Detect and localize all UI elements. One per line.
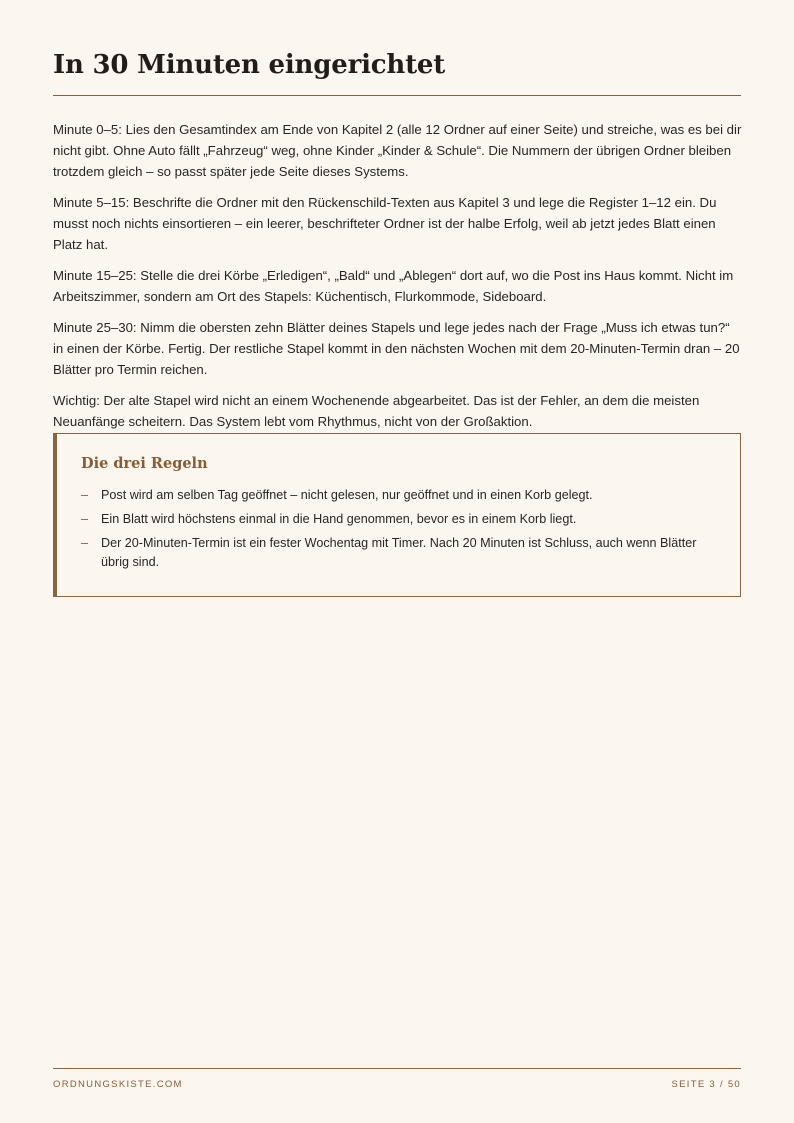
paragraph: Minute 5–15: Beschrifte die Ordner mit den Rückenschild-Texten aus Kapitel 3 und lege die Register 1–12 ein. Du musst noch nichts einsortieren – ein leerer, beschrifteter Ordner ist der halbe Erfolg, weil ab jetzt jedes Blatt einen Platz hat. xyxy=(53,195,717,252)
rule-item xyxy=(81,534,721,572)
rule-item xyxy=(81,510,721,529)
paragraph: Minute 25–30: Nimm die obersten zehn Blätter deines Stapels und lege jedes nach der Frage „Muss ich etwas tun?“ in einen der Körbe. Fertig. Der restliche Stapel kommt in den nächsten Wochen mit dem 20-Minuten-Termin dran – 20 Blätter pro Termin reichen. xyxy=(53,320,740,377)
body-text xyxy=(53,119,743,442)
paragraph: Minute 15–25: Stelle die drei Körbe „Erledigen“, „Bald“ und „Ablegen“ dort auf, wo die Post ins Haus kommt. Nicht im Arbeitszimmer, sondern am Ort des Stapels: Küchentisch, Flurkommode, Sideboard. xyxy=(53,268,734,304)
rule-text: Post wird am selben Tag geöffnet – nicht gelesen, nur geöffnet und in einen Korb gelegt. xyxy=(101,488,593,502)
page-title: In 30 Minuten eingerichtet xyxy=(53,50,446,80)
dash-bullet-icon: – xyxy=(81,488,89,502)
rule-item xyxy=(81,486,721,505)
paragraph: Wichtig: Der alte Stapel wird nicht an einem Wochenende abgearbeitet. Das ist der Fehler, an dem die meisten Neuanfänge scheitern. Das System lebt vom Rhythmus, nicht von der Großaktion. xyxy=(53,393,700,429)
page xyxy=(53,0,741,1123)
footer-divider xyxy=(53,1068,741,1069)
title-divider xyxy=(53,95,741,96)
rule-text: Ein Blatt wird höchstens einmal in die Hand genommen, bevor es in einem Korb liegt. xyxy=(101,512,577,526)
paragraph: Minute 0–5: Lies den Gesamtindex am Ende von Kapitel 2 (alle 12 Ordner auf einer Seite) und streiche, was es bei dir nicht gibt. Ohne Auto fällt „Fahrzeug“ weg, ohne Kinder „Kinder & Schule“. Die Nummern der übrigen Ordner bleiben trotzdem gleich – so passt später jede Seite dieses Systems. xyxy=(53,122,742,179)
dash-bullet-icon: – xyxy=(81,536,89,550)
rule-text: Der 20-Minuten-Termin ist ein fester Wochentag mit Timer. Nach 20 Minuten ist Schluss, auch wenn Blätter übrig sind. xyxy=(101,536,697,569)
callout-title: Die drei Regeln xyxy=(81,455,208,472)
dash-bullet-icon: – xyxy=(81,512,89,526)
rules-callout-box xyxy=(53,433,741,597)
rules-list xyxy=(81,486,721,577)
footer-page-number: SEITE 3 / 50 xyxy=(671,1079,741,1090)
footer-site-link[interactable]: ORDNUNGSKISTE.COM xyxy=(53,1079,183,1090)
